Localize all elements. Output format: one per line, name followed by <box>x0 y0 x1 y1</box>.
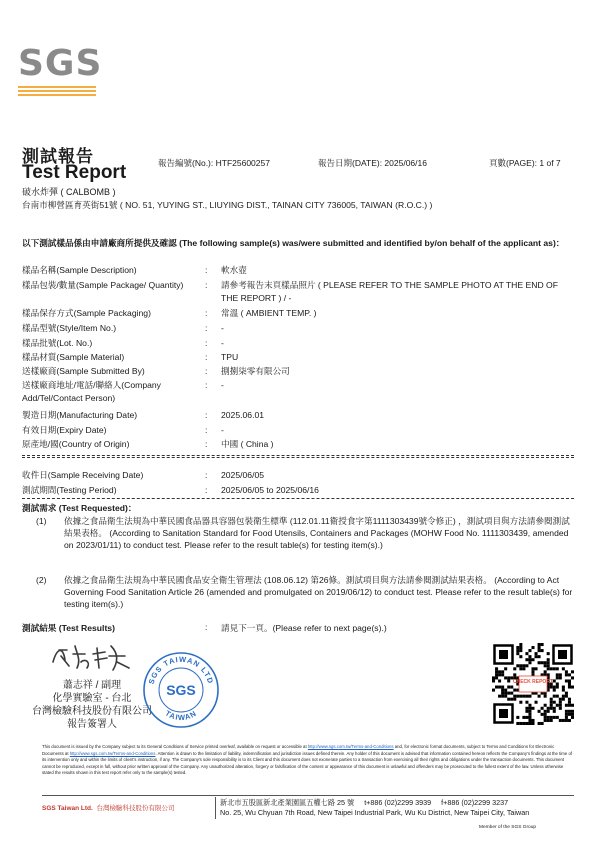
qr-module <box>525 710 528 713</box>
qr-module <box>547 664 550 667</box>
footer-address-zh <box>220 798 508 808</box>
qr-module <box>519 649 522 652</box>
qr-module <box>565 710 568 713</box>
qr-module <box>531 658 534 661</box>
qr-module <box>513 689 516 692</box>
qr-module <box>516 652 519 655</box>
field-value: 2025.06.01 <box>221 410 265 420</box>
sample-intro: 以下測試樣品係由申請廠商所提供及確認 (The following sample(s) was/were submitted and identified by/on behalf of the applicant as)： <box>22 238 565 248</box>
qr-module <box>535 652 538 655</box>
item-number: (2) <box>36 575 47 585</box>
qr-module <box>504 692 507 695</box>
qr-module <box>550 707 553 710</box>
qr-module <box>568 673 571 676</box>
qr-module <box>525 701 528 704</box>
qr-module <box>544 664 547 667</box>
qr-module <box>565 673 568 676</box>
field-label: 測試期間(Testing Period) <box>22 485 117 495</box>
footer-separator <box>215 797 216 819</box>
qr-module <box>550 719 553 722</box>
qr-module <box>571 713 574 716</box>
field-value: TPU <box>221 352 239 362</box>
qr-module <box>565 670 568 673</box>
field-label: 樣品包裝/數量(Sample Package/ Quantity) <box>22 280 184 290</box>
qr-module <box>544 719 547 722</box>
qr-module <box>531 670 534 673</box>
field-colon: : <box>205 352 208 362</box>
field-colon: : <box>205 439 208 449</box>
qr-module <box>516 716 519 719</box>
qr-module <box>550 716 553 719</box>
qr-module <box>568 701 571 704</box>
handwritten-signature <box>47 640 137 674</box>
qr-module <box>553 689 556 692</box>
qr-module <box>525 695 528 698</box>
client-address: 台南市柳營區育英街51號 ( NO. 51, YUYING ST., LIUYING DIST., TAINAN CITY 736005, TAIWAN (R.O.C.) ) <box>22 200 433 210</box>
qr-module <box>495 686 498 689</box>
qr-module <box>495 670 498 673</box>
qr-module <box>513 667 516 670</box>
qr-module <box>553 667 556 670</box>
qr-module <box>553 701 556 704</box>
field-label: 送樣廠商地址/電話/聯絡人(Company Add/Tel/Contact Person) <box>22 380 161 403</box>
qr-module <box>556 716 559 719</box>
qr-module <box>562 695 565 698</box>
qr-module <box>538 643 541 646</box>
field-colon: : <box>205 485 208 495</box>
qr-module <box>562 689 565 692</box>
qr-module <box>519 667 522 670</box>
qr-module <box>528 713 531 716</box>
qr-module <box>541 649 544 652</box>
report-title-en: Test Report <box>22 162 127 183</box>
result-value: 請見下一頁。(Please refer to next page(s).) <box>221 623 387 633</box>
brand-zh: 台灣檢驗科技股份有限公司 <box>96 805 175 812</box>
qr-module <box>553 707 556 710</box>
electronic-terms-link[interactable]: http://www.sgs.com.tw/Terms-and-Conditions <box>69 750 156 756</box>
page-count: 頁數(PAGE): 1 of 7 <box>489 158 561 168</box>
qr-module <box>565 679 568 682</box>
field-value: 軟水壺 <box>221 265 247 275</box>
seal-top-text: SGS TAIWAN LTD <box>146 654 216 686</box>
signatory-role: 報告簽署人 <box>67 719 117 730</box>
qr-module <box>550 698 553 701</box>
qr-module <box>513 695 516 698</box>
qr-module <box>528 722 531 725</box>
qr-module <box>519 646 522 649</box>
qr-module <box>504 676 507 679</box>
field-colon: : <box>205 425 208 435</box>
qr-module <box>522 664 525 667</box>
qr-module <box>513 698 516 701</box>
field-value: - <box>221 338 224 348</box>
qr-module <box>550 704 553 707</box>
qr-module <box>531 719 534 722</box>
qr-module <box>516 695 519 698</box>
qr-module <box>501 695 504 698</box>
qr-module <box>528 695 531 698</box>
qr-module <box>516 722 519 725</box>
qr-module <box>535 655 538 658</box>
field-value: - <box>221 425 224 435</box>
signatory-lab: 化學實驗室 - 台北 <box>52 693 132 704</box>
qr-module <box>562 686 565 689</box>
signatory-company: 台灣檢驗科技股份有限公司 <box>32 706 152 717</box>
qr-module <box>519 643 522 646</box>
qr-module <box>538 710 541 713</box>
qr-module <box>544 670 547 673</box>
qr-module <box>522 716 525 719</box>
field-colon: : <box>205 265 208 275</box>
qr-module <box>559 707 562 710</box>
qr-module <box>528 707 531 710</box>
client-name: 破水炸彈 ( CALBOMB ) <box>22 187 116 197</box>
field-label: 樣品材質(Sample Material) <box>22 352 125 362</box>
terms-link[interactable]: http://www.sgs.com.tw/Terms-and-Conditions <box>307 744 394 749</box>
qr-module <box>559 673 562 676</box>
sgs-logo <box>18 42 103 98</box>
qr-module <box>547 661 550 664</box>
qr-module <box>516 664 519 667</box>
qr-module <box>571 710 574 713</box>
test-requested-heading: 測試需求 (Test Requested)： <box>22 503 137 513</box>
qr-module <box>550 686 553 689</box>
qr-module <box>556 704 559 707</box>
qr-module <box>553 716 556 719</box>
qr-module <box>519 695 522 698</box>
qr-module <box>544 710 547 713</box>
qr-module <box>556 695 559 698</box>
qr-badge-text: CHECK REPORT <box>512 679 554 685</box>
fax: f+886 (02)2299 3237 <box>441 798 509 807</box>
sgs-taiwan-seal <box>141 650 221 730</box>
qr-module <box>525 716 528 719</box>
qr-module <box>553 679 556 682</box>
qr-module <box>547 716 550 719</box>
qr-module <box>556 682 559 685</box>
field-colon: : <box>205 308 208 318</box>
qr-module <box>538 722 541 725</box>
qr-module <box>571 716 574 719</box>
qr-module <box>556 667 559 670</box>
section-divider <box>22 498 574 499</box>
qr-module <box>507 679 510 682</box>
qr-module <box>568 710 571 713</box>
field-label: 樣品批號(Lot. No.) <box>22 338 93 348</box>
qr-module <box>504 689 507 692</box>
qr-module <box>538 655 541 658</box>
field-value: 捌捌柒零有限公司 <box>221 366 290 376</box>
qr-module <box>547 710 550 713</box>
qr-module <box>498 673 501 676</box>
qr-module <box>541 643 544 646</box>
qr-module <box>571 686 574 689</box>
report-number: 報告編號(No.): HTF25600257 <box>158 158 270 168</box>
qr-module <box>507 676 510 679</box>
field-colon: : <box>205 366 208 376</box>
disclaimer-text: This document is issued by the Company subject to its General Conditions of Service printed overleaf, available on request or accessible at <box>42 744 308 749</box>
qr-module <box>525 707 528 710</box>
qr-module <box>495 676 498 679</box>
signatory-name: 蕭志祥 / 副理 <box>62 680 122 691</box>
qr-module <box>522 722 525 725</box>
qr-module <box>510 686 513 689</box>
seal-bottom-text: TAIWAN <box>163 708 199 723</box>
address-zh: 新北市五股區新北產業園區五權七路 25 號 <box>220 798 355 807</box>
qr-module <box>522 667 525 670</box>
qr-module <box>522 695 525 698</box>
qr-module <box>559 701 562 704</box>
qr-code[interactable] <box>492 643 574 725</box>
qr-module <box>565 716 568 719</box>
qr-module <box>531 646 534 649</box>
qr-module <box>571 676 574 679</box>
qr-module <box>501 673 504 676</box>
field-label: 樣品名稱(Sample Description) <box>22 265 137 275</box>
qr-module <box>519 701 522 704</box>
qr-module <box>531 667 534 670</box>
qr-module <box>516 646 519 649</box>
qr-module <box>571 704 574 707</box>
result-colon: : <box>205 622 208 632</box>
qr-module <box>528 704 531 707</box>
field-value: - <box>221 323 224 333</box>
qr-module <box>565 713 568 716</box>
field-label: 製造日期(Manufacturing Date) <box>22 410 138 420</box>
qr-module <box>501 686 504 689</box>
qr-module <box>562 698 565 701</box>
qr-module <box>498 695 501 698</box>
qr-module <box>525 658 528 661</box>
qr-module <box>528 719 531 722</box>
qr-module <box>541 713 544 716</box>
qr-module <box>531 722 534 725</box>
field-colon: : <box>205 410 208 420</box>
qr-module <box>544 704 547 707</box>
qr-module <box>544 695 547 698</box>
qr-module <box>538 695 541 698</box>
qr-module <box>553 686 556 689</box>
field-label: 原產地/國(Country of Origin) <box>22 439 130 449</box>
qr-module <box>544 716 547 719</box>
section-divider <box>22 455 574 458</box>
qr-module <box>544 713 547 716</box>
qr-module <box>492 689 495 692</box>
qr-module <box>547 658 550 661</box>
qr-module <box>556 676 559 679</box>
qr-module <box>492 676 495 679</box>
qr-module <box>535 701 538 704</box>
field-label: 送樣廠商(Sample Submitted By) <box>22 366 145 376</box>
qr-module <box>568 719 571 722</box>
qr-module <box>553 710 556 713</box>
field-label: 收件日(Sample Receiving Date) <box>22 470 144 480</box>
disclaimer-text: . Attention is drawn to the limitation of liability, indemnification and jurisdiction issues defined therein. Any holder of this document is advised that information contained hereon reflects the Company's findings at the time of its intervention only and within the limits of client's instruction, if any. The Company's sole responsibility is to its Client and this document does not exonerate parties to a transaction from exercising all their rights and obligations under the transaction documents. This document cannot be reproduced, except in full, without prior written approval of the Company. Any unauthorized alteration, forgery or falsification of the content or appearance of this document is unlawful and offenders may be prosecuted to the fullest extent of the law. Unless otherwise stated the results shown in this test report refer only to the sample(s) tested. <box>42 750 573 776</box>
footer-member: Member of the SGS Group <box>479 825 537 830</box>
qr-module <box>547 719 550 722</box>
qr-module <box>528 710 531 713</box>
qr-module <box>538 646 541 649</box>
qr-module <box>565 704 568 707</box>
qr-module <box>544 661 547 664</box>
qr-module <box>498 686 501 689</box>
qr-module <box>568 713 571 716</box>
item-text: 依據之食品衛生法規為中華民國食品安全衛生管理法 (108.06.12) 第26條。測試項目與方法請參閱測試結果表格。 (According to Act Governing Food Sanitation Article 26 (amended and promulgated on 2019/06/12) to conduct test. Please refer to the result table(s) for testing item(s).) <box>64 575 573 610</box>
qr-module <box>501 670 504 673</box>
qr-module <box>562 667 565 670</box>
qr-module <box>571 670 574 673</box>
brand-en: SGS Taiwan Ltd. <box>42 805 93 812</box>
qr-module <box>513 673 516 676</box>
qr-module <box>519 722 522 725</box>
report-date: 報告日期(DATE): 2025/06/16 <box>318 158 427 168</box>
field-label: 樣品保存方式(Sample Packaging) <box>22 308 151 318</box>
qr-module <box>568 679 571 682</box>
report-title-zh: 測試報告 <box>22 147 94 167</box>
field-value: 請參考報告末頁樣品照片 ( PLEASE REFER TO THE SAMPLE PHOTO AT THE END OF THE REPORT ) / - <box>221 280 558 303</box>
qr-module <box>507 686 510 689</box>
field-label: 樣品型號(Style/Item No.) <box>22 323 117 333</box>
svg-text:SGS TAIWAN LTD <box>147 655 216 685</box>
qr-module <box>538 649 541 652</box>
field-value: 2025/06/05 to 2025/06/16 <box>221 485 319 495</box>
qr-module <box>559 698 562 701</box>
qr-module <box>507 698 510 701</box>
qr-module <box>559 676 562 679</box>
result-label: 測試結果 (Test Results) <box>22 623 115 633</box>
qr-module <box>507 692 510 695</box>
qr-module <box>568 682 571 685</box>
field-value: - <box>221 380 224 390</box>
qr-module <box>528 658 531 661</box>
field-colon: : <box>205 470 208 480</box>
telephone: t+886 (02)2299 3939 <box>364 798 432 807</box>
qr-module <box>516 649 519 652</box>
qr-module <box>510 698 513 701</box>
field-label: 有效日期(Expiry Date) <box>22 425 107 435</box>
qr-module <box>501 692 504 695</box>
field-colon: : <box>205 280 208 290</box>
qr-module <box>510 692 513 695</box>
qr-module <box>501 689 504 692</box>
qr-module <box>541 661 544 664</box>
field-colon: : <box>205 338 208 348</box>
field-colon: : <box>205 380 208 390</box>
qr-module <box>538 661 541 664</box>
qr-module <box>495 667 498 670</box>
qr-module <box>528 661 531 664</box>
qr-module <box>556 686 559 689</box>
qr-module <box>565 719 568 722</box>
item-number: (1) <box>36 516 47 526</box>
logo-text: SGS <box>18 43 103 84</box>
field-value: 中國 ( China ) <box>221 439 274 449</box>
qr-module <box>559 719 562 722</box>
qr-module <box>525 722 528 725</box>
qr-module <box>528 655 531 658</box>
footer-divider <box>42 795 574 796</box>
qr-module <box>535 667 538 670</box>
qr-module <box>528 649 531 652</box>
field-value: 2025/06/05 <box>221 470 265 480</box>
qr-module <box>528 716 531 719</box>
item-text: 依據之食品衛生法規為中華民國食品器具容器包裝衛生標準 (112.01.11衛授食字第1111303439號令修正) ，測試項目與方法請參閱測試結果表格。 (According to Sanitation Standard for Food Utensils, Containers and Packages (MOHW Food No. 1111303439, amended on 2023/01/11) to conduct test. Please refer to the result table(s) for testing item(s).) <box>64 516 570 551</box>
qr-module <box>531 707 534 710</box>
qr-module <box>559 704 562 707</box>
qr-module <box>550 701 553 704</box>
disclaimer-text: and, for electronic format documents, subject to Terms and Conditions for Electronic Documents at <box>42 744 555 756</box>
footer-disclaimer <box>42 744 574 777</box>
field-colon: : <box>205 323 208 333</box>
qr-module <box>568 704 571 707</box>
field-value: 常溫 ( AMBIENT TEMP. ) <box>221 308 317 318</box>
qr-module <box>495 673 498 676</box>
qr-module <box>504 695 507 698</box>
footer-address-en: No. 25, Wu Chyuan 7th Road, New Taipei Industrial Park, Wu Ku District, New Taipei City, Taiwan <box>220 808 530 817</box>
qr-module <box>547 652 550 655</box>
qr-module <box>556 673 559 676</box>
qr-module <box>525 664 528 667</box>
footer-brand <box>42 803 174 812</box>
qr-module <box>568 698 571 701</box>
qr-module <box>565 692 568 695</box>
qr-module <box>547 667 550 670</box>
qr-module <box>541 707 544 710</box>
qr-module <box>547 707 550 710</box>
svg-text:TAIWAN <box>164 708 199 722</box>
qr-module <box>504 667 507 670</box>
seal-center-text: SGS <box>166 682 196 698</box>
qr-module <box>550 667 553 670</box>
qr-module <box>553 695 556 698</box>
qr-module <box>519 664 522 667</box>
qr-module <box>498 670 501 673</box>
qr-module <box>565 695 568 698</box>
qr-module <box>498 679 501 682</box>
qr-module <box>492 679 495 682</box>
qr-module <box>519 655 522 658</box>
qr-module <box>562 719 565 722</box>
qr-module <box>525 652 528 655</box>
qr-module <box>568 686 571 689</box>
qr-module <box>541 722 544 725</box>
